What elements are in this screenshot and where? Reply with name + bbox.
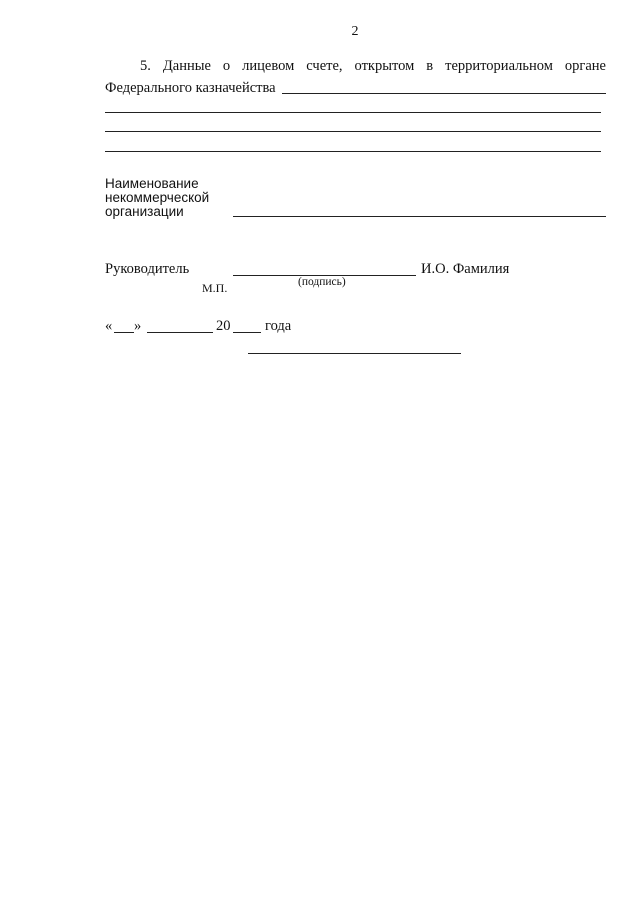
head-label: Руководитель <box>105 261 190 277</box>
section5-word: о <box>222 58 231 74</box>
account-fill-line[interactable] <box>105 151 601 152</box>
stamp-label: М.П. <box>202 281 228 295</box>
date-suffix: года <box>265 318 292 334</box>
organization-label-line: Наименование <box>105 176 199 191</box>
page-number: 2 <box>351 24 359 39</box>
organization-label <box>105 177 209 219</box>
organization-label-line: организации <box>105 204 184 219</box>
section5-word: счете, <box>306 58 343 74</box>
section5-word: лицевом <box>242 58 295 74</box>
date-century: 20 <box>216 318 231 334</box>
section5-line1 <box>140 58 606 75</box>
date-close-quote: » <box>134 318 142 334</box>
section5-word: 5. <box>140 58 151 74</box>
account-fill-line[interactable] <box>105 112 601 113</box>
separator-line <box>248 353 461 354</box>
section5-line2: Федерального казначейства <box>105 80 276 96</box>
organization-label-line: некоммерческой <box>105 190 210 205</box>
signature-caption: (подпись) <box>298 276 346 288</box>
organization-name-fill-line[interactable] <box>233 216 606 217</box>
head-name: И.О. Фамилия <box>421 261 510 277</box>
date-open-quote: « <box>105 318 113 334</box>
account-fill-line[interactable] <box>282 93 606 94</box>
section5-word: органе <box>564 58 606 74</box>
section5-word: Данные <box>162 58 211 74</box>
date-year-fill-line[interactable] <box>233 332 261 333</box>
account-fill-line[interactable] <box>105 131 601 132</box>
section5-word: открытом <box>354 58 415 74</box>
date-month-fill-line[interactable] <box>147 332 213 333</box>
section5-word: в <box>426 58 434 74</box>
section5-word: территориальном <box>445 58 553 74</box>
date-day-fill-line[interactable] <box>114 332 134 333</box>
